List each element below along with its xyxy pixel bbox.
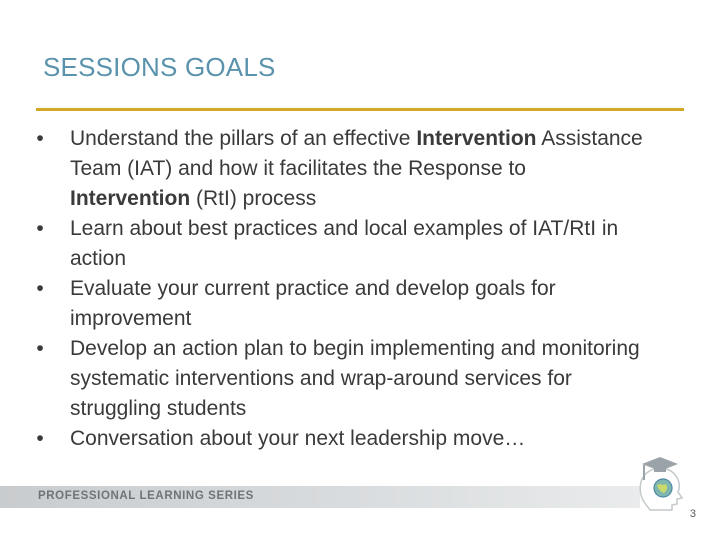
graduation-cap-globe-logo-icon (630, 452, 690, 512)
bullet-text: Assistance Team (IAT) and how it facilitates the Response to (70, 127, 643, 180)
bullet-text: (RtI) process (190, 187, 317, 210)
bullet-text: Develop an action plan to begin implementing and monitoring systematic interventions and wrap-around services for struggling students (70, 337, 640, 420)
slide-title: SESSIONS GOALS (43, 52, 276, 82)
bullet-item (30, 274, 650, 334)
bullet-text: Learn about best practices and local examples of IAT/RtI in action (70, 217, 619, 270)
bullet-item (30, 214, 650, 274)
bullet-text: Understand the pillars of an effective (70, 127, 417, 150)
footer-series-label: PROFESSIONAL LEARNING SERIES (38, 490, 254, 502)
bullet-item (30, 334, 650, 424)
bullet-bold-text: Intervention (70, 187, 191, 210)
bullet-item (30, 124, 650, 214)
bullet-text: Conversation about your next leadership move… (70, 427, 526, 450)
bullet-bold-text: Intervention (416, 127, 537, 150)
bullet-item (30, 424, 650, 454)
bullet-list (30, 124, 650, 454)
title-divider (36, 108, 684, 111)
page-number: 3 (689, 508, 696, 520)
bullet-text: Evaluate your current practice and develop goals for improvement (70, 277, 556, 330)
